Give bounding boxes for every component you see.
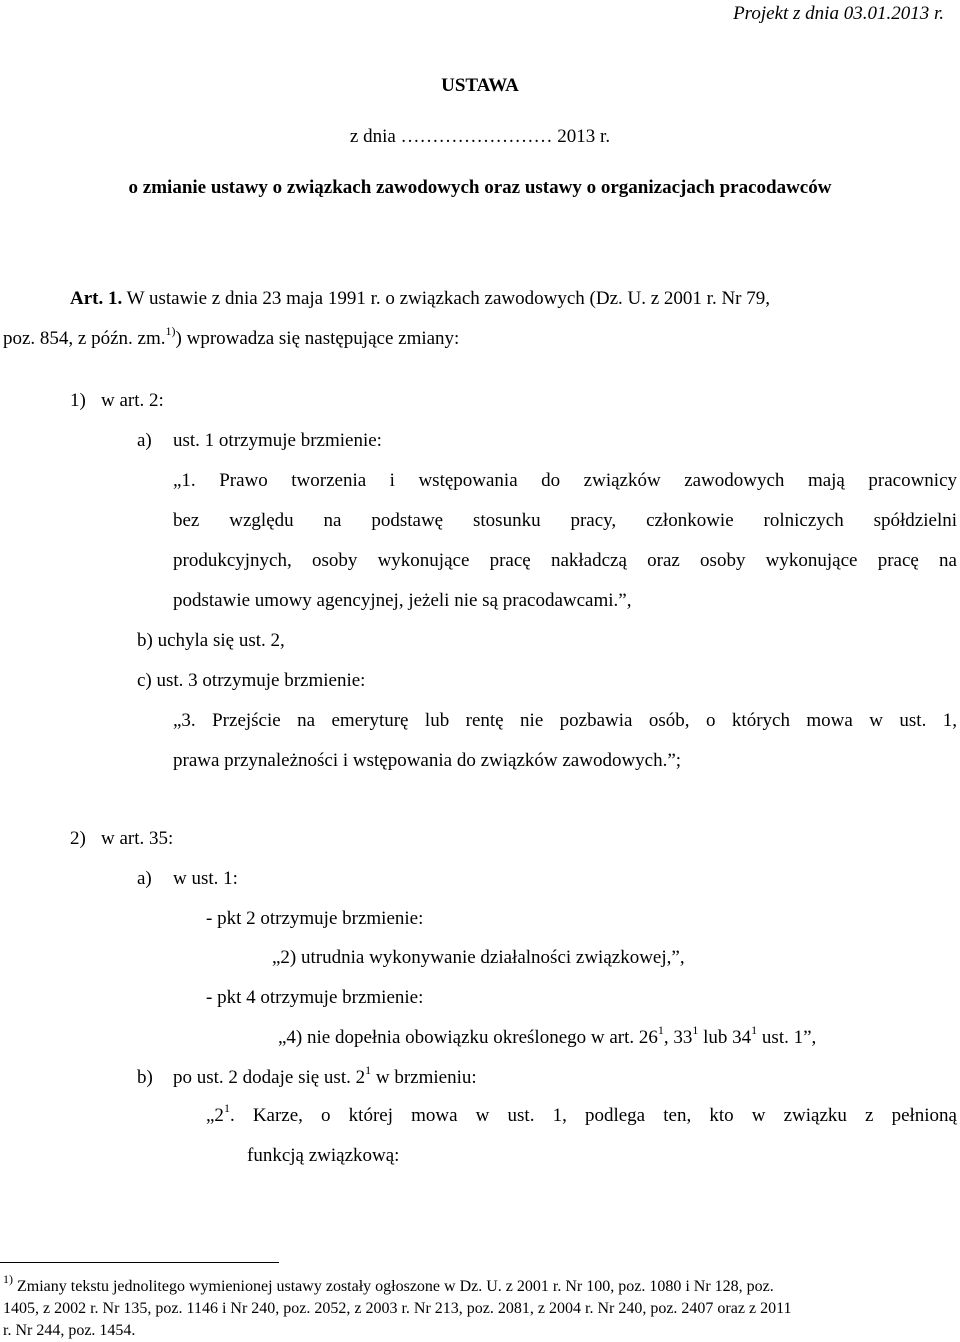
item-1a-text: ust. 1 otrzymuje brzmienie: (173, 430, 382, 451)
article-1-text: W ustawie z dnia 23 maja 1991 r. o związkach zawodowych (Dz. U. z 2001 r. Nr 79, (122, 288, 770, 309)
article-1-label: Art. 1. (70, 288, 123, 309)
quote-3-line-2: prawa przynależności i wstępowania do związków zawodowych.”; (173, 750, 682, 771)
quote-2-1-line-2: funkcją związkową: (247, 1145, 400, 1166)
item-2-number: 2) (70, 828, 86, 849)
quote-1-line-1: „1. Prawo tworzenia i wstępowania do związków zawodowych mają pracownicy (173, 470, 957, 491)
footnote-line-1: $^{1)}$ Zmiany tekstu jednolitego wymienionej ustawy zostały ogłoszone w Dz. U. z 2001 r. Nr 100, poz. 1080 i Nr 128, poz. (3, 1271, 774, 1295)
quote-1-line-2: bez względu na podstawę stosunku pracy, członkowie rolniczych spółdzielni (173, 510, 957, 531)
pkt-2-quote: „2) utrudnia wykonywanie działalności związkowej,”, (272, 947, 685, 968)
pkt-2-intro: - pkt 2 otrzymuje brzmienie: (206, 908, 424, 929)
item-1-label: w art. 2: (101, 390, 164, 411)
item-2a-letter: a) (137, 868, 152, 889)
footnote-marker: 1) (3, 1271, 13, 1286)
quote-1-line-3: produkcyjnych, osoby wykonujące pracę nakładczą oraz osoby wykonujące pracę na (173, 550, 957, 571)
pkt-4-intro: - pkt 4 otrzymuje brzmienie: (206, 987, 424, 1008)
item-2b-text: po ust. 2 dodaje się ust. $2^1$ w brzmieniu: (173, 1062, 477, 1088)
act-title: USTAWA (441, 75, 519, 96)
article-1-line-2: poz. 854, z późn. zm.$^{1)}$) wprowadza się następujące zmiany: (3, 323, 460, 349)
item-1b: b) uchyla się ust. 2, (137, 630, 285, 651)
act-subject: o zmianie ustawy o związkach zawodowych oraz ustawy o organizacjach pracodawców (128, 177, 832, 198)
footnote-divider (0, 1262, 279, 1263)
footnote-line-2: 1405, z 2002 r. Nr 135, poz. 1146 i Nr 240, poz. 2052, z 2003 r. Nr 213, poz. 2081, z 2004 r. Nr 240, poz. 2407 oraz z 2011 (3, 1300, 792, 1317)
act-date-line: z dnia …………………… 2013 r. (349, 126, 611, 147)
item-1c: c) ust. 3 otrzymuje brzmienie: (137, 670, 366, 691)
quote-1-line-4: podstawie umowy agencyjnej, jeżeli nie są pracodawcami.”, (173, 590, 632, 611)
footnote-ref[interactable]: 1) (165, 323, 176, 338)
quote-3-line-1: „3. Przejście na emeryturę lub rentę nie pozbawia osób, o których mowa w ust. 1, (173, 710, 957, 731)
article-1-line-1 (70, 289, 770, 308)
pkt-4-quote: „4) nie dopełnia obowiązku określonego w art. $26^1$, $33^1$ lub $34^1$ ust. 1”, (278, 1022, 817, 1048)
item-2a-text: w ust. 1: (173, 868, 238, 889)
item-1a-letter: a) (137, 430, 152, 451)
item-2-label: w art. 35: (101, 828, 174, 849)
item-2b-letter: b) (137, 1067, 153, 1088)
draft-date: Projekt z dnia 03.01.2013 r. (733, 3, 944, 24)
quote-2-1-line-1: $„2^1$. Karze, o której mowa w ust. 1, podlega ten, kto w związku z pełnioną (206, 1100, 957, 1126)
item-1-number: 1) (70, 390, 86, 411)
footnote-line-3: r. Nr 244, poz. 1454. (3, 1322, 136, 1339)
